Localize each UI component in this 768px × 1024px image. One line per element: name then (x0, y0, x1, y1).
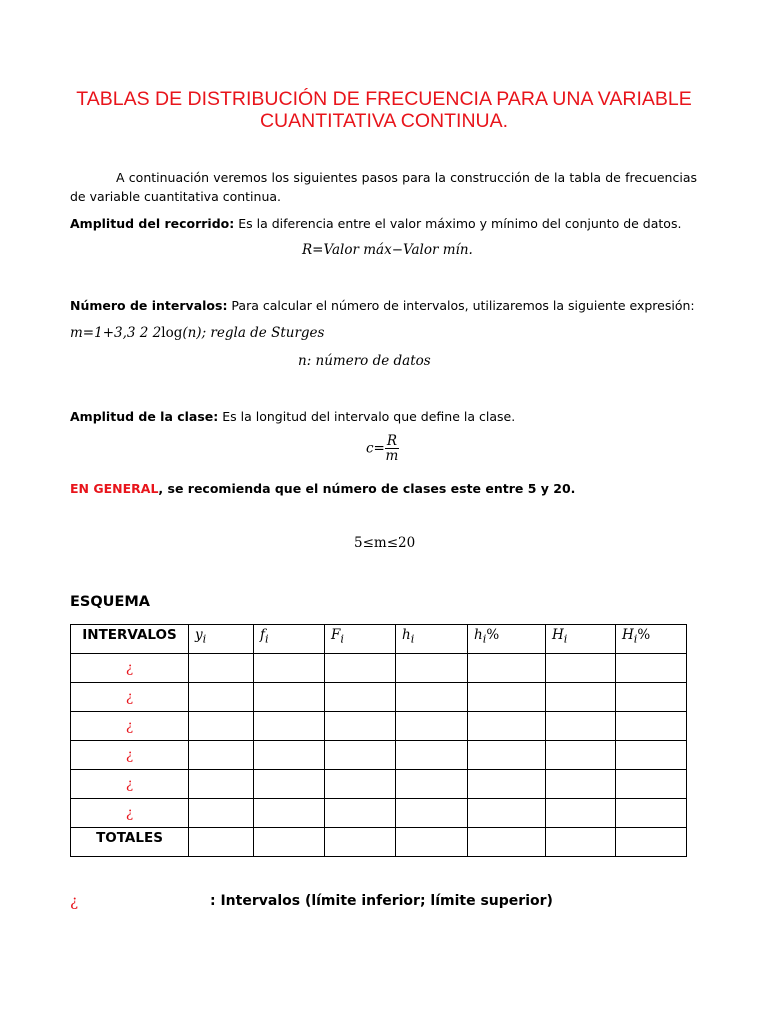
header-hi: $h_i$ (396, 625, 468, 654)
interval-marker: ¿ (71, 683, 189, 712)
table-totals-row (71, 828, 687, 857)
formula-sturges-log: log (161, 325, 183, 341)
interval-marker: ¿ (71, 712, 189, 741)
amplitud-clase-label: Amplitud de la clase: (70, 409, 219, 424)
header-Hi-percent: $H_i\%$ (616, 625, 687, 654)
numero-intervalos-paragraph (70, 296, 750, 315)
numero-intervalos-text: Para calcular el número de intervalos, utilizaremos la siguiente expresión: (227, 298, 695, 313)
page-title (40, 88, 728, 132)
title-line-2: CUANTITATIVA CONTINUA. (259, 110, 509, 132)
formula-sturges-arg: (n) (182, 325, 202, 341)
formula-range-classes: 5≤m≤20 (354, 535, 416, 551)
header-intervalos: INTERVALOS (71, 625, 189, 654)
formula-clase-numerator: R (386, 433, 398, 449)
title-line-1: TABLAS DE DISTRIBUCIÓN DE FRECUENCIA PARA UNA VARIABLE (76, 88, 692, 110)
header-Fi: $F_i$ (325, 625, 396, 654)
header-yi: $y_i$ (189, 625, 254, 654)
interval-marker: ¿ (71, 741, 189, 770)
amplitud-clase-text: Es la longitud del intervalo que define la clase. (218, 409, 516, 424)
table-row (71, 712, 687, 741)
general-label: EN GENERAL (70, 481, 159, 496)
header-hi-percent: $h_i\%$ (468, 625, 546, 654)
general-text: , se recomienda que el número de clases este entre 5 y 20. (158, 481, 576, 496)
formula-n-definition: n: número de datos (298, 353, 431, 369)
formula-clase-denominator: m (385, 448, 399, 464)
formula-clase-lhs: c= (366, 440, 385, 457)
esquema-heading: ESQUEMA (70, 594, 151, 610)
formula-clase-fraction (385, 434, 399, 463)
header-fi: $f_i$ (254, 625, 325, 654)
table-row (71, 799, 687, 828)
formula-amplitud-clase (366, 434, 399, 463)
interval-marker: ¿ (71, 799, 189, 828)
amplitud-recorrido-paragraph (70, 214, 730, 233)
general-paragraph (70, 479, 730, 498)
numero-intervalos-label: Número de intervalos: (70, 298, 228, 313)
interval-marker: ¿ (71, 654, 189, 683)
formula-sturges-main: m=1+3,3 2 2 (70, 325, 162, 341)
formula-sturges-rule: ; regla de Sturges (201, 325, 325, 341)
footnote-marker: ¿ (70, 892, 79, 910)
table-row (71, 770, 687, 799)
amplitud-clase-paragraph (70, 407, 730, 426)
amplitud-recorrido-text: Es la diferencia entre el valor máximo y mínimo del conjunto de datos. (234, 216, 682, 231)
interval-marker: ¿ (71, 770, 189, 799)
table-row (71, 654, 687, 683)
totals-label: TOTALES (71, 828, 189, 857)
formula-recorrido: R=Valor máx−Valor mín. (302, 242, 473, 258)
intro-paragraph: A continuación veremos los siguientes pasos para la construcción de la tabla de frecuencias de variable cuantitativa continua. (70, 170, 697, 204)
esquema-table (70, 624, 687, 857)
formula-sturges (70, 325, 324, 341)
table-header-row (71, 625, 687, 654)
table-row (71, 741, 687, 770)
amplitud-recorrido-label: Amplitud del recorrido: (70, 216, 235, 231)
header-Hi: $H_i$ (546, 625, 616, 654)
table-row (71, 683, 687, 712)
footnote-text: : Intervalos (límite inferior; límite superior) (210, 893, 553, 909)
